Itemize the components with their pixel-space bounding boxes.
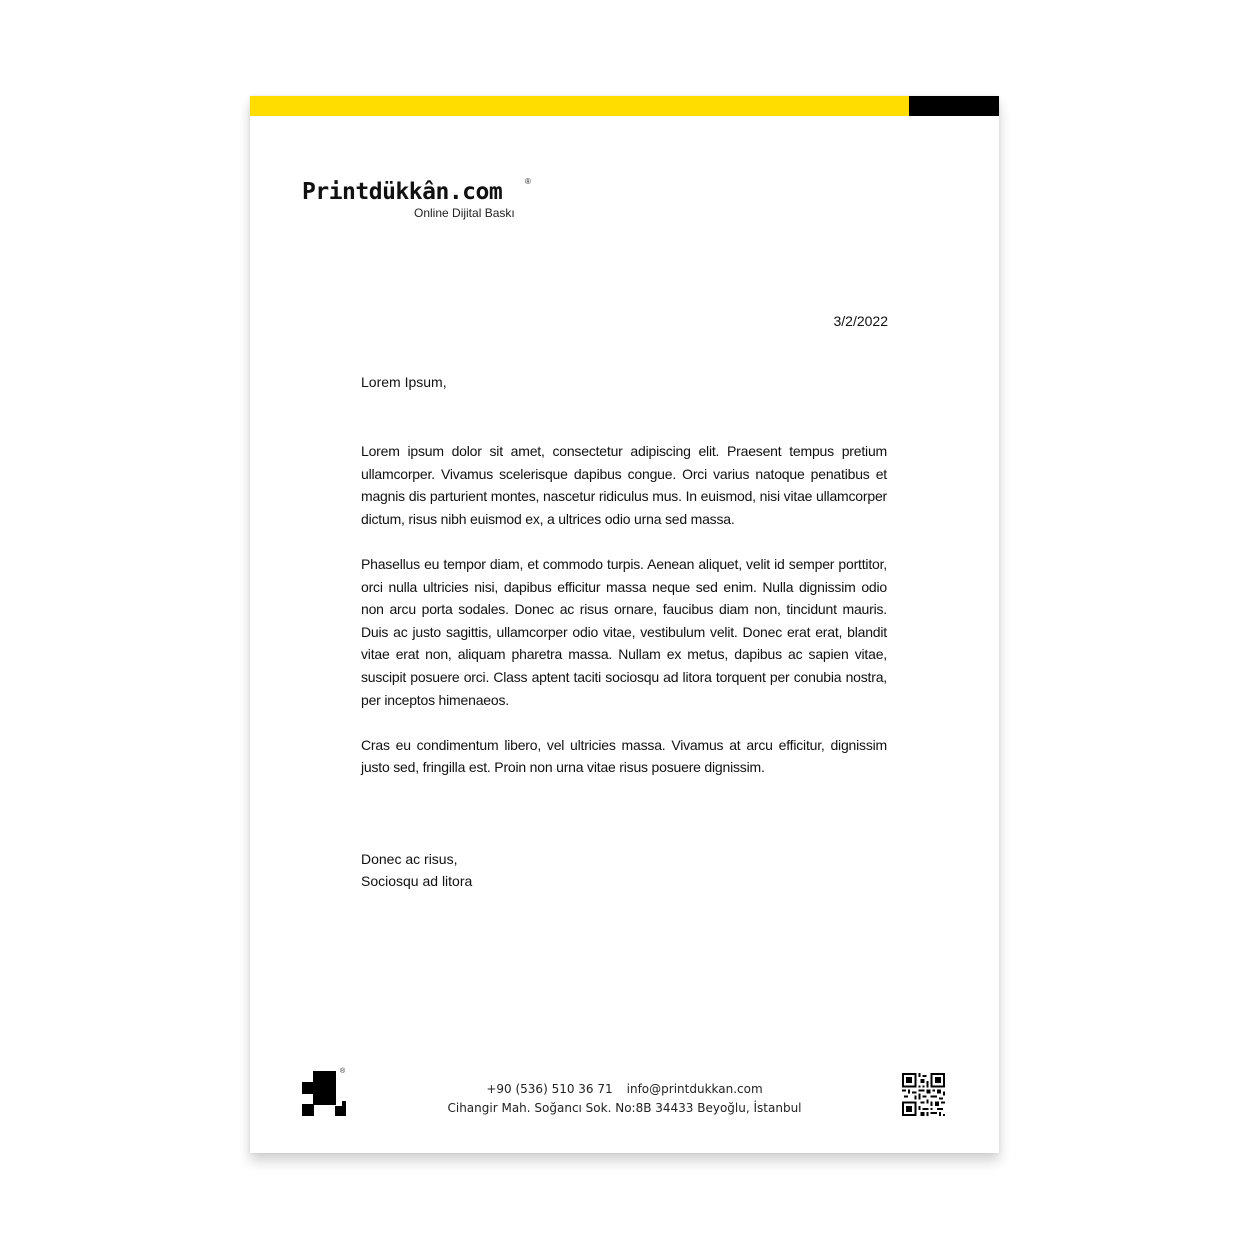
closing-line-1: Donec ac risus, xyxy=(361,851,458,867)
paragraph-2: Phasellus eu tempor diam, et commodo turpis. Aenean aliquet, velit id semper porttitor, orci nulla ultricies nisi, dapibus efficitur massa neque sed enim. Nulla dignissim odio non arcu porta sodales. Donec ac risus ornare, faucibus diam non, tincidunt mauris. Duis ac justo sagittis, ullamcorper odio vitae, vestibulum velit. Donec erat erat, blandit vitae erat non, aliquam pharetra massa. Nullam ex metus, dapibus ac sapien vitae, suscipit posuere orci. Class aptent taciti sociosqu ad litora torquent per conubia nostra, per inceptos himenaeos. xyxy=(361,555,887,708)
letter-greeting: Lorem Ipsum, xyxy=(361,374,447,390)
qr-code-icon xyxy=(902,1073,945,1116)
brand-name: Printdükkân.com xyxy=(302,179,503,205)
pixel-logo-icon xyxy=(302,1068,348,1117)
brand-logo xyxy=(302,179,542,224)
top-bar-black xyxy=(909,96,999,116)
letter-closing xyxy=(361,848,472,892)
brand-tagline: Online Dijital Baskı xyxy=(414,206,515,220)
letterhead-page xyxy=(250,96,999,1153)
paragraph-3: Cras eu condimentum libero, vel ultricies massa. Vivamus at arcu efficitur, dignissim justo sed, fringilla est. Proin non urna vitae risus posuere dignissim. xyxy=(361,736,887,776)
letter-date: 3/2/2022 xyxy=(833,313,888,329)
registered-mark: ® xyxy=(525,177,531,186)
footer-phone[interactable]: +90 (536) 510 36 71 xyxy=(486,1082,613,1096)
footer-address: Cihangir Mah. Soğancı Sok. No:8B 34433 Beyoğlu, İstanbul xyxy=(447,1101,802,1115)
footer-contact xyxy=(400,1080,849,1118)
letter-body xyxy=(361,440,887,802)
footer-registered-mark: ® xyxy=(340,1068,346,1075)
footer-email[interactable]: info@printdukkan.com xyxy=(626,1082,763,1096)
paragraph-1: Lorem ipsum dolor sit amet, consectetur adipiscing elit. Praesent tempus pretium ullamcorper. Vivamus scelerisque dapibus congue. Orci varius natoque penatibus et magnis dis parturient montes, nascetur ridiculus mus. In euismod, nisi vitae ullamcorper dictum, risus nibh euismod ex, a ultrices odio urna sed massa. xyxy=(361,443,887,527)
closing-line-2: Sociosqu ad litora xyxy=(361,873,473,889)
top-bar-yellow xyxy=(250,96,909,116)
